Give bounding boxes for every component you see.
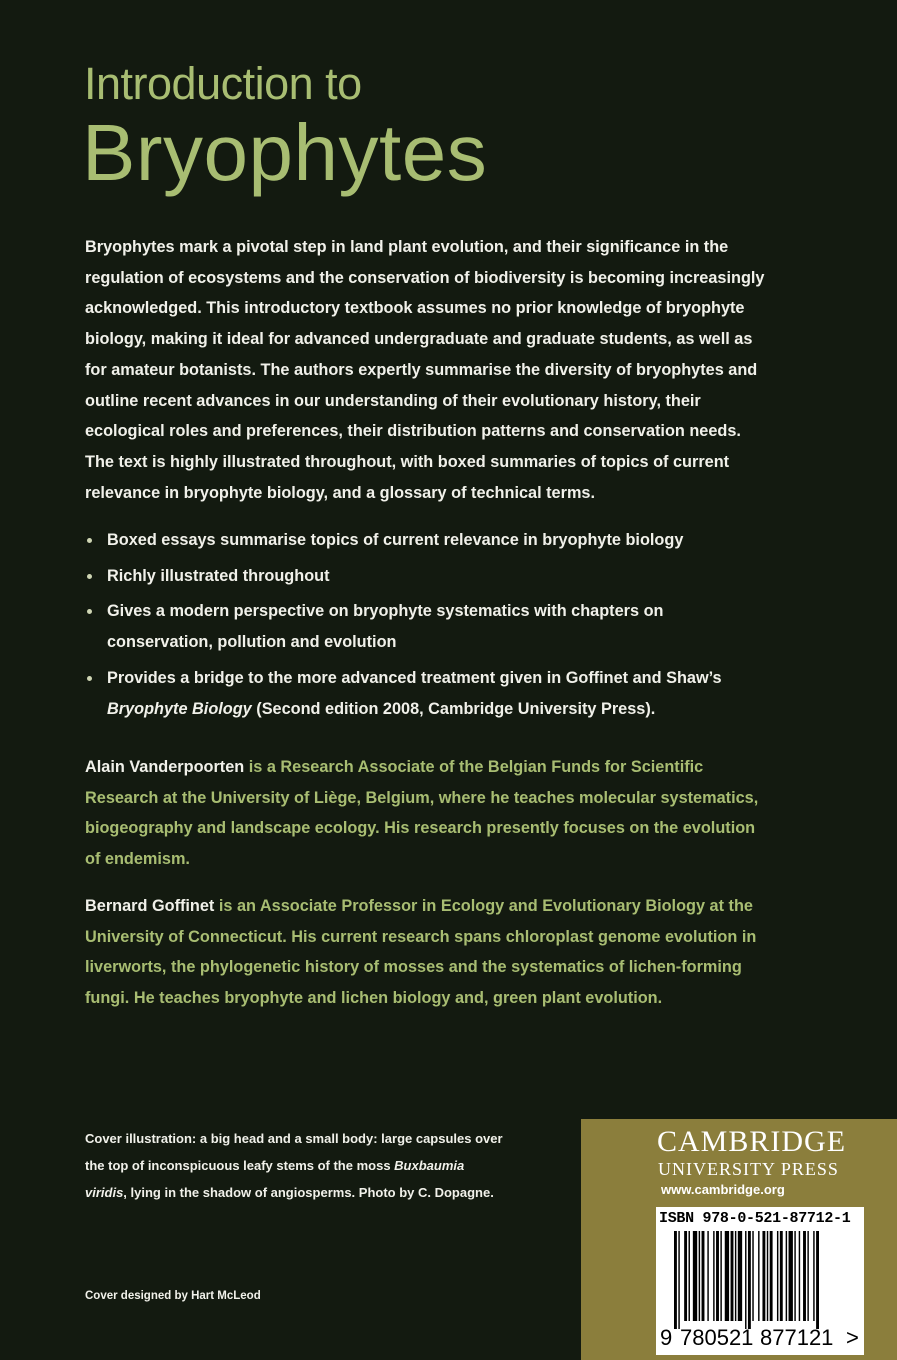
barcode-bar <box>720 1231 721 1321</box>
barcode-bar <box>794 1231 795 1321</box>
bullet-icon <box>87 538 92 543</box>
bullet-icon <box>87 676 92 681</box>
barcode-bars <box>656 1231 864 1329</box>
author-bio-text: is an Associate Professor in Ecology and Evolutionary Biology at the University of Connecticut. His current research spans chloroplast genome evolution in liverworts, the phylogenetic history of mosses and the systematics of lichen-forming fungi. He teaches bryophyte and lichen biology and, green plant evolution. <box>85 897 757 1008</box>
barcode-bar <box>707 1231 708 1321</box>
author-bio-goffinet <box>85 891 765 1014</box>
barcode-bar <box>693 1231 697 1321</box>
species-name: Buxbaumia viridis <box>85 1158 465 1200</box>
bullet-icon <box>87 574 92 579</box>
isbn-number: ISBN 978-0-521-87712-1 <box>659 1210 851 1227</box>
barcode-bar <box>813 1231 814 1321</box>
publisher-logo-name: CAMBRIDGE <box>657 1125 847 1158</box>
book-title-reference: Bryophyte Biology <box>107 699 252 718</box>
author-bio-vanderpoorten <box>85 752 765 875</box>
publisher-logo-subtitle: UNIVERSITY PRESS <box>658 1159 839 1179</box>
barcode-bar <box>816 1231 819 1329</box>
feature-item: Richly illustrated throughout <box>85 561 765 592</box>
barcode-bar <box>758 1231 759 1321</box>
barcode-bar <box>745 1231 746 1329</box>
feature-item: Provides a bridge to the more advanced treatment given in Goffinet and Shaw’s Bryophyte Biology (Second edition 2008, Cambridge University Press). <box>85 663 765 724</box>
barcode-bar <box>762 1231 765 1321</box>
feature-item: Gives a modern perspective on bryophyte systematics with chapters on conservation, pollution and evolution <box>85 596 765 657</box>
book-description: Bryophytes mark a pivotal step in land plant evolution, and their significance in the regulation of ecosystems and the conservation of biodiversity is becoming increasingly acknowledged. This introductory textbook assumes no prior knowledge of bryophyte biology, making it ideal for advanced undergraduate and graduate students, as well as for amateur botanists. The authors expertly summarise the diversity of bryophytes and outline recent advances in our understanding of their evolutionary history, their ecological roles and preferences, their distribution patterns and conservation needs. The text is highly illustrated throughout, with boxed summaries of topics of current relevance in bryophyte biology, and a glossary of technical terms. <box>85 238 765 502</box>
barcode-bar <box>713 1231 714 1321</box>
bullet-icon <box>87 609 92 614</box>
barcode-bar <box>777 1231 778 1321</box>
cover-illustration-caption: Cover illustration: a big head and a small body: large capsules over the top of inconspicuous leafy stems of the moss Buxbaumia viridis, lying in the shadow of angiosperms. Photo by C. Dopagne. <box>85 1131 503 1200</box>
publisher-panel <box>581 1119 897 1360</box>
barcode-bar <box>807 1231 808 1321</box>
barcode-bar <box>702 1231 705 1321</box>
barcode-bar <box>767 1231 768 1321</box>
barcode-bar <box>731 1231 734 1321</box>
author-bio-text: is a Research Associate of the Belgian Funds for Scientific Research at the University of Liège, Belgium, where he teaches molecular systematics, biogeography and landscape ecology. His research presently focuses on the evolution of endemism. <box>85 758 759 869</box>
title-line-1: Introduction to <box>84 58 362 109</box>
barcode-bar <box>786 1231 787 1321</box>
barcode-bar <box>678 1231 679 1329</box>
barcode-bar <box>674 1231 677 1329</box>
barcode-bar <box>803 1231 806 1321</box>
barcode-bar <box>699 1231 700 1321</box>
barcode-bar <box>799 1231 800 1321</box>
isbn-barcode: ISBN 978-0-521-87712-1 9 780521 877121 > <box>656 1207 864 1355</box>
barcode-bar <box>770 1231 773 1321</box>
author-name: Alain Vanderpoorten <box>85 758 245 776</box>
barcode-bar <box>689 1231 690 1321</box>
barcode-bar <box>738 1231 742 1321</box>
barcode-bar <box>735 1231 736 1321</box>
barcode-bar <box>752 1231 753 1321</box>
barcode-bar <box>684 1231 687 1321</box>
cover-design-credit: Cover designed by Hart McLeod <box>85 1290 261 1302</box>
feature-list <box>85 525 765 729</box>
feature-item: Boxed essays summarise topics of current relevance in bryophyte biology <box>85 525 765 556</box>
publisher-website: www.cambridge.org <box>661 1182 785 1197</box>
title-line-2: Bryophytes <box>82 108 488 197</box>
barcode-bar <box>748 1231 751 1329</box>
barcode-bar <box>789 1231 793 1321</box>
barcode-bar <box>780 1231 783 1321</box>
author-name: Bernard Goffinet <box>85 897 215 915</box>
barcode-bar <box>725 1231 729 1321</box>
barcode-bar <box>716 1231 719 1321</box>
